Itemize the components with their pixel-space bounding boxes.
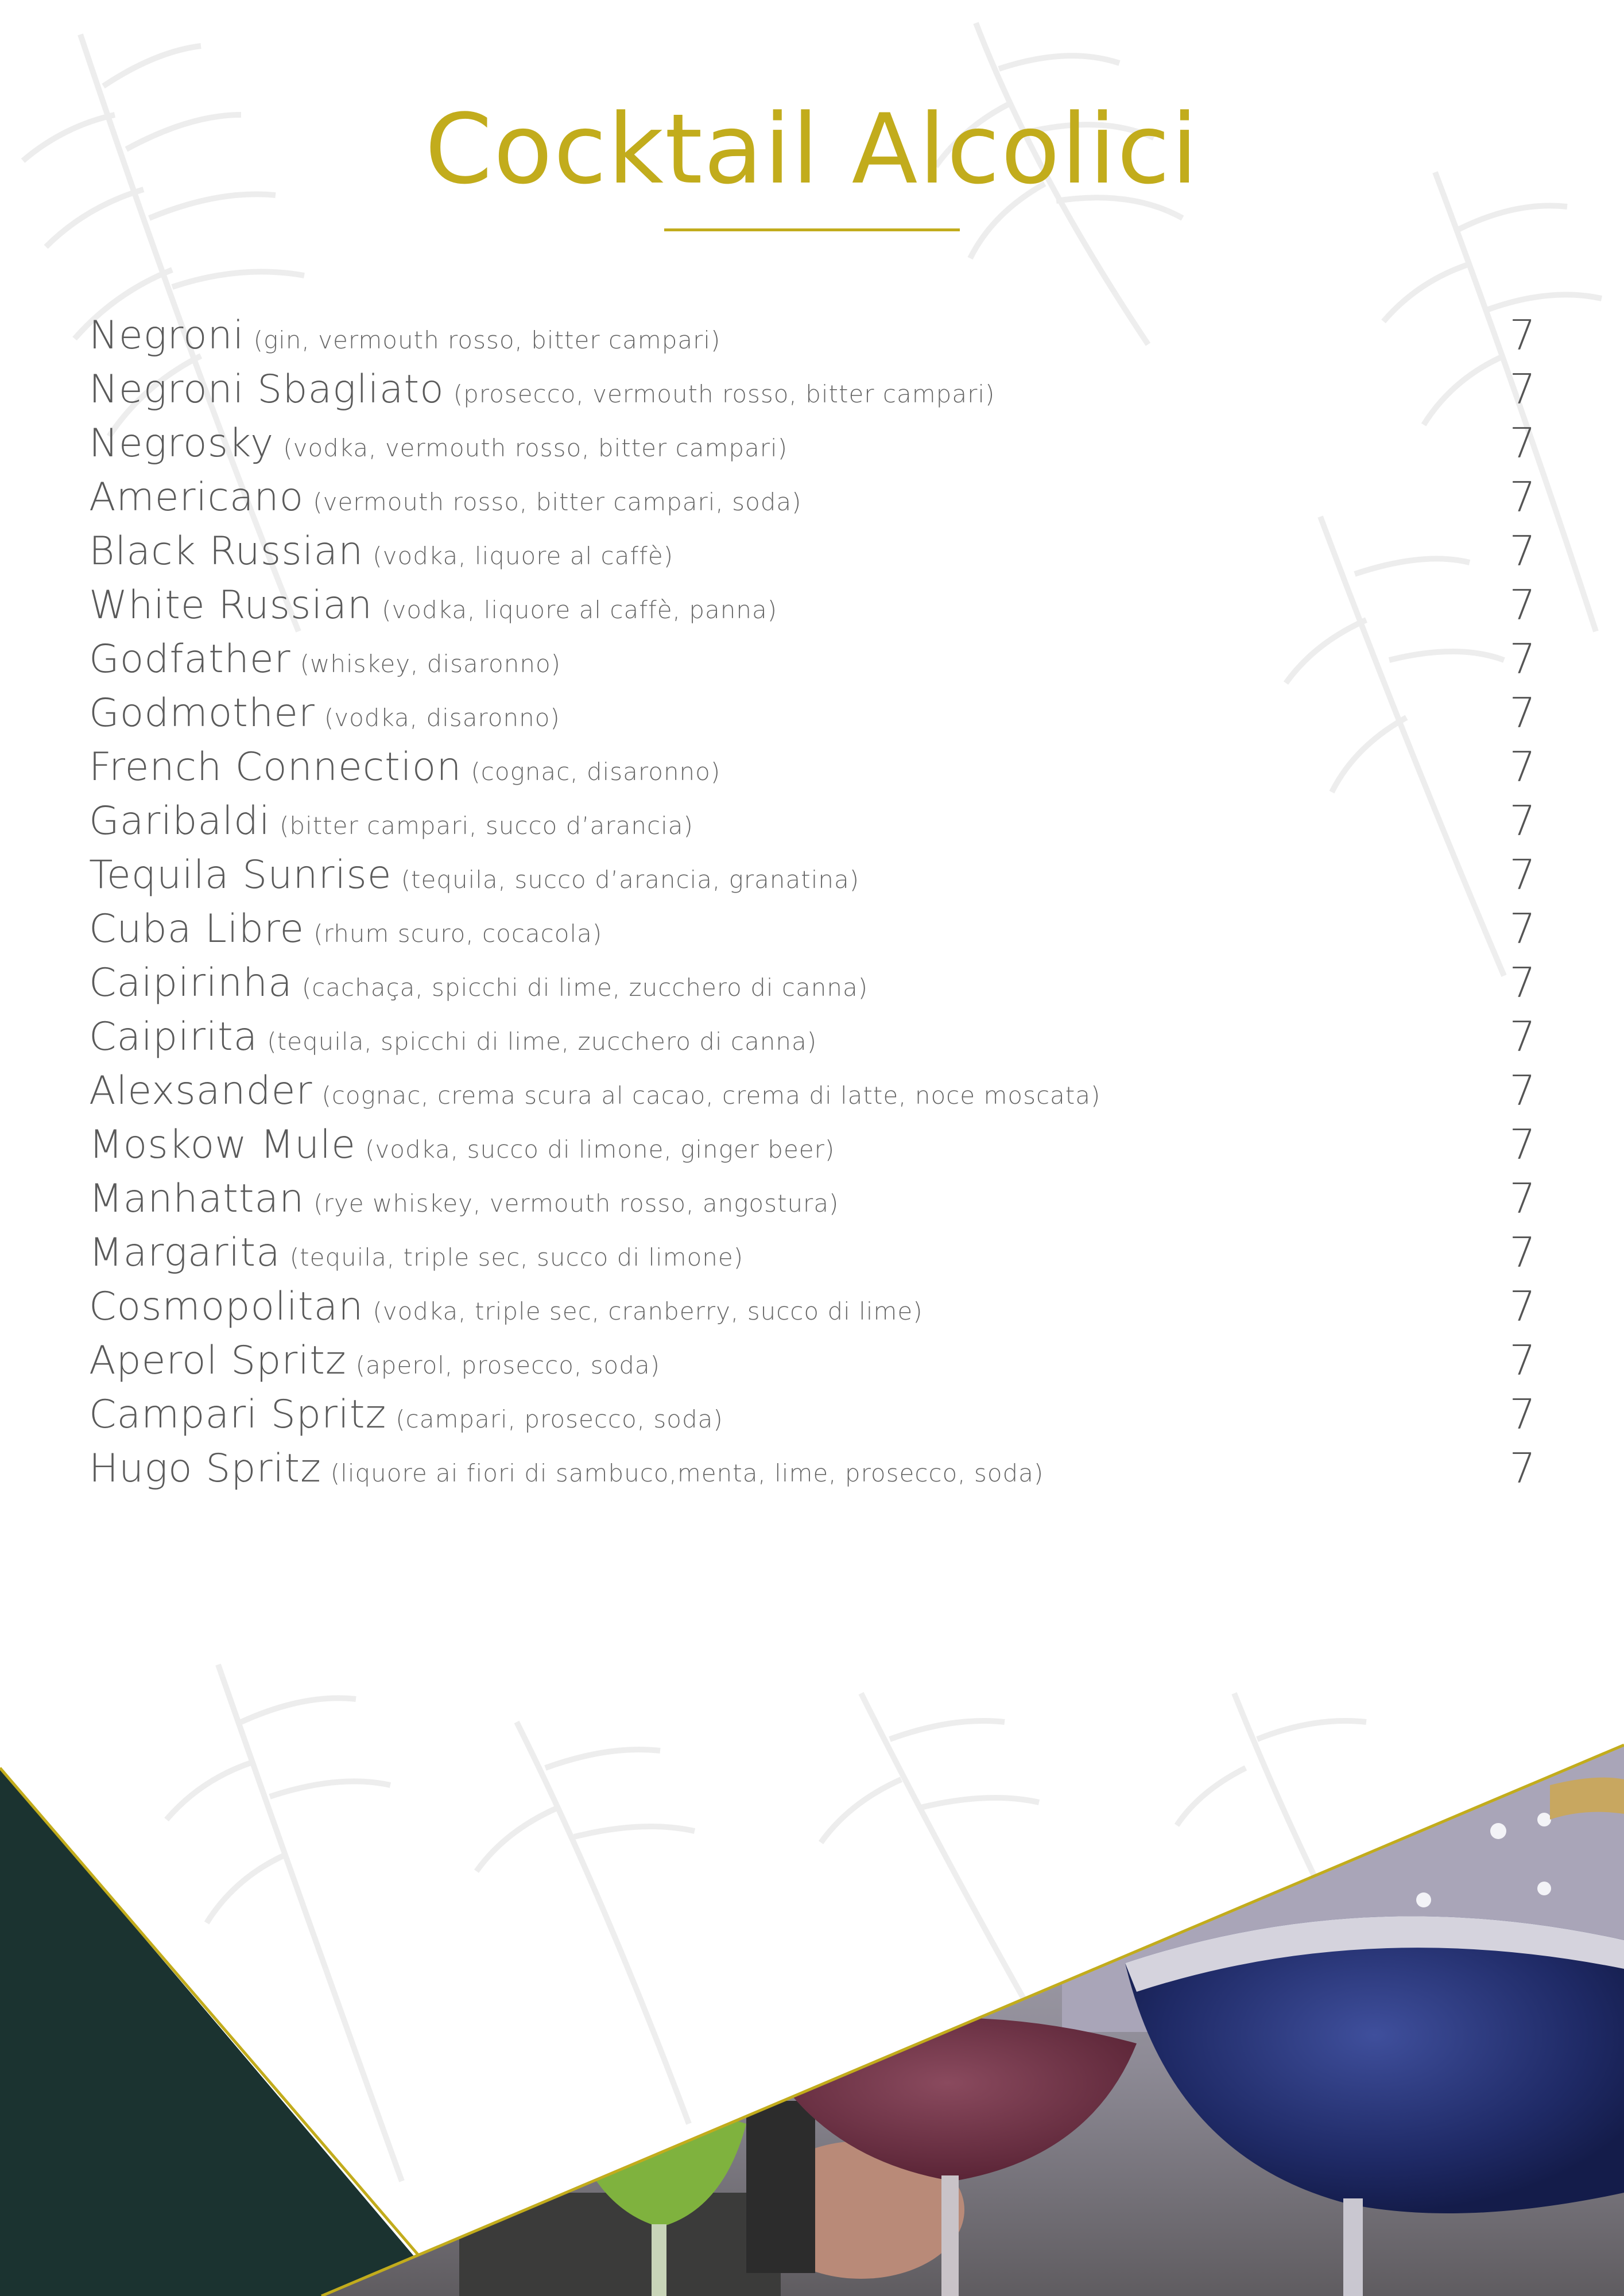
- cocktail-name-text: Americano: [89, 475, 304, 520]
- cocktail-ingredients: (tequila, spicchi di lime, zucchero di canna): [267, 1027, 817, 1056]
- cocktail-price: 7: [1509, 1174, 1536, 1223]
- cocktail-price: 7: [1509, 689, 1536, 737]
- cocktail-name-text: Caipirita: [89, 1014, 258, 1060]
- cocktail-price: 7: [1509, 797, 1536, 845]
- cocktail-price: 7: [1509, 1228, 1536, 1277]
- cocktail-ingredients: (cachaça, spicchi di lime, zucchero di canna): [301, 974, 869, 1002]
- cocktail-name-text: Cosmopolitan: [89, 1284, 364, 1329]
- cocktail-price: 7: [1509, 851, 1536, 899]
- cocktail-ingredients: (vodka, vermouth rosso, bitter campari): [283, 434, 788, 462]
- cocktail-name-text: Negroni Sbagliato: [89, 367, 444, 412]
- cocktail-ingredients: (rye whiskey, vermouth rosso, angostura): [313, 1189, 839, 1217]
- cocktail-price: 7: [1509, 1390, 1536, 1438]
- cocktail-name-text: Campari Spritz: [89, 1392, 387, 1437]
- cocktail-ingredients: (vermouth rosso, bitter campari, soda): [313, 488, 802, 516]
- cocktail-name-text: Tequila Sunrise: [89, 852, 392, 898]
- menu-title: Cocktail Alcolici: [425, 93, 1199, 205]
- cocktail-ingredients: (vodka, liquore al caffè, panna): [382, 596, 778, 624]
- cocktail-ingredients: (gin, vermouth rosso, bitter campari): [253, 326, 721, 354]
- cocktail-name-text: Negrosky: [89, 421, 274, 466]
- cocktail-ingredients: (whiskey, disaronno): [300, 650, 561, 678]
- cocktail-ingredients: (liquore ai fiori di sambuco,menta, lime, prosecco, soda): [330, 1459, 1044, 1487]
- cocktail-ingredients: (prosecco, vermouth rosso, bitter campari): [453, 380, 995, 408]
- cocktail-name-text: White Russian: [89, 583, 373, 628]
- cocktail-price: 7: [1509, 581, 1536, 629]
- cocktail-price: 7: [1509, 527, 1536, 575]
- cocktail-price: 7: [1509, 1444, 1536, 1492]
- cocktail-price: 7: [1509, 1336, 1536, 1384]
- cocktail-ingredients: (vodka, disaronno): [324, 704, 560, 732]
- cocktail-price: 7: [1509, 635, 1536, 683]
- cocktail-price: 7: [1509, 1282, 1536, 1331]
- cocktail-name-text: Negroni: [89, 313, 245, 358]
- cocktail-name-text: Hugo Spritz: [89, 1446, 321, 1491]
- cocktail-ingredients: (cognac, disaronno): [471, 758, 721, 786]
- cocktail-photo: [287, 1722, 1624, 2296]
- cocktail-name-text: Black Russian: [89, 529, 364, 574]
- cocktail-price: 7: [1509, 473, 1536, 521]
- cocktail-name-text: Garibaldi: [89, 798, 270, 844]
- cocktail-name-text: Godmother: [89, 691, 315, 736]
- cocktail-ingredients: (cognac, crema scura al cacao, crema di latte, noce moscata): [321, 1081, 1101, 1110]
- cocktail-price: 7: [1509, 419, 1536, 467]
- cocktail-ingredients: (vodka, liquore al caffè): [373, 542, 674, 570]
- cocktail-price: 7: [1509, 365, 1536, 413]
- cocktail-ingredients: (vodka, triple sec, cranberry, succo di lime): [373, 1297, 923, 1325]
- cocktail-name-text: Moskow Mule: [89, 1122, 356, 1168]
- cocktail-price: 7: [1509, 1120, 1536, 1169]
- cocktail-ingredients: (vodka, succo di limone, ginger beer): [365, 1135, 835, 1163]
- cocktail-name-text: Godfather: [89, 637, 291, 682]
- cocktail-ingredients: (tequila, triple sec, succo di limone): [289, 1243, 744, 1271]
- cocktail-name-text: Aperol Spritz: [89, 1338, 347, 1383]
- cocktail-name-text: Caipirinha: [89, 960, 293, 1006]
- cocktail-price: 7: [1509, 959, 1536, 1007]
- cocktail-price: 7: [1509, 905, 1536, 953]
- cocktail-ingredients: (bitter campari, succo d’arancia): [280, 812, 693, 840]
- cocktail-price: 7: [1509, 1066, 1536, 1115]
- cocktail-ingredients: (campari, prosecco, soda): [396, 1405, 723, 1433]
- cocktail-name-text: French Connection: [89, 744, 462, 790]
- cocktail-price: 7: [1509, 743, 1536, 791]
- cocktail-name-text: Margarita: [89, 1230, 281, 1275]
- cocktail-name-text: Manhattan: [89, 1176, 305, 1221]
- cocktail-name-text: Alexsander: [89, 1068, 313, 1114]
- cocktail-price: 7: [1509, 311, 1536, 359]
- cocktail-ingredients: (aperol, prosecco, soda): [355, 1351, 661, 1379]
- cocktail-ingredients: (rhum scuro, cocacola): [313, 920, 603, 948]
- cocktail-ingredients: (tequila, succo d’arancia, granatina): [401, 866, 860, 894]
- cocktail-name-text: Cuba Libre: [89, 906, 305, 952]
- cocktail-price: 7: [1509, 1013, 1536, 1061]
